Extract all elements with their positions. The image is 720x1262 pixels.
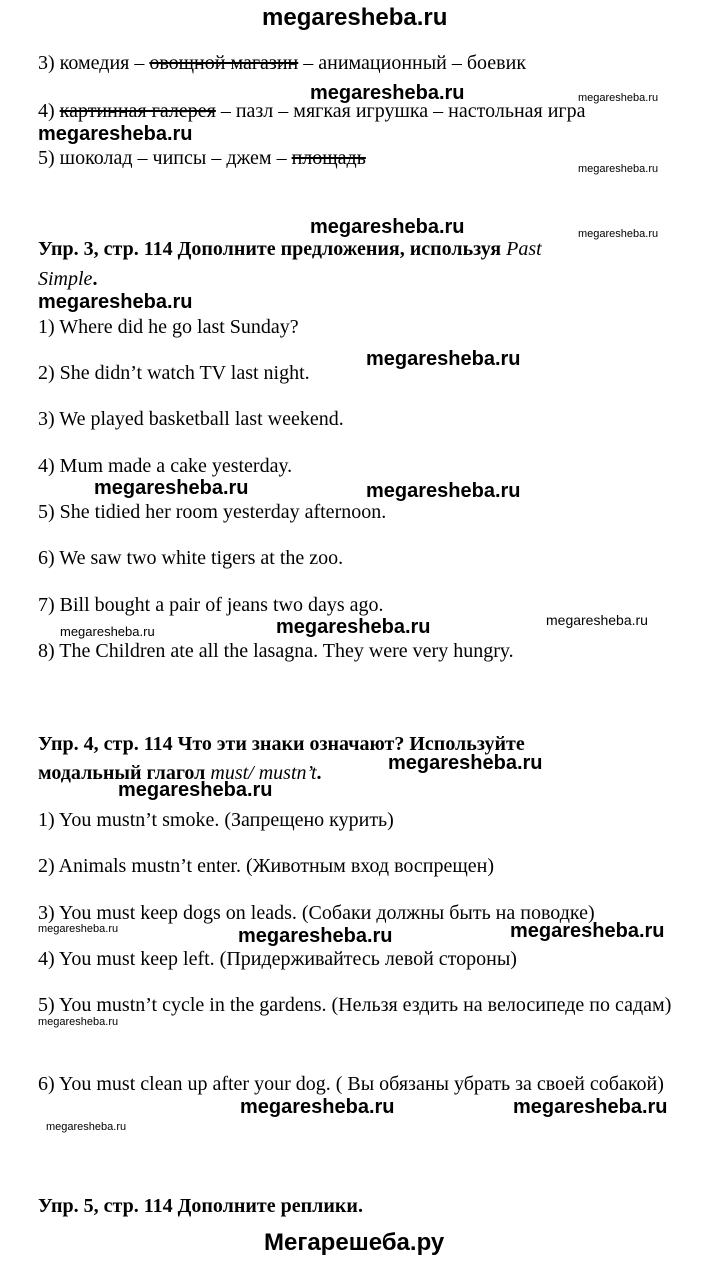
watermark: megaresheba.ru <box>94 477 249 499</box>
exercise-3-item: 7) Bill bought a pair of jeans two days ago. <box>38 594 384 616</box>
exercise-4-item: 2) Animals mustn’t enter. (Животным вход воспрещен) <box>38 855 494 877</box>
title-italic: Simple <box>38 268 93 290</box>
title-text: Упр. 3, стр. 114 Дополните предложения, используя <box>38 238 502 260</box>
watermark-small: megaresheba.ru <box>38 923 119 935</box>
exercise-5-title: Упр. 5, стр. 114 Дополните реплики. <box>38 1195 363 1217</box>
exercise-3-item: 3) We played basketball last weekend. <box>38 408 344 430</box>
title-italic: Past <box>506 238 542 260</box>
watermark: megaresheba.ru <box>38 291 193 313</box>
watermark-small: megaresheba.ru <box>46 1121 127 1133</box>
watermark-small: megaresheba.ru <box>38 1016 119 1028</box>
item-number: 4) <box>38 100 55 122</box>
watermark: megaresheba.ru <box>276 616 431 638</box>
watermark: megaresheba.ru <box>388 752 543 774</box>
item-text: комедия – <box>59 52 145 74</box>
watermark-bottom: Мегарешеба.ру <box>264 1229 445 1256</box>
watermark: megaresheba.ru <box>510 920 665 942</box>
watermark-small: megaresheba.ru <box>578 163 659 175</box>
exercise-3-item: 1) Where did he go last Sunday? <box>38 316 299 338</box>
struck-word: площадь <box>291 147 366 169</box>
item-text: – анимационный – боевик <box>303 52 527 74</box>
exercise-3-item: 5) She tidied her room yesterday afternoon. <box>38 501 387 523</box>
watermark: megaresheba.ru <box>240 1096 395 1118</box>
exercise-4-title: Упр. 4, стр. 114 Что эти знаки означают? Используйте <box>38 733 525 755</box>
struck-word: картинная галерея <box>59 100 216 122</box>
exercise-4-item: 5) You mustn’t cycle in the gardens. (Нельзя ездить на велосипеде по садам) <box>38 994 672 1016</box>
struck-word: овощной магазин <box>149 52 299 74</box>
exercise-3-item: 2) She didn’t watch TV last night. <box>38 362 310 384</box>
item-number: 3) <box>38 52 55 74</box>
exercise-3-item: 8) The Children ate all the lasagna. They were very hungry. <box>38 640 514 662</box>
exercise-4-item: 6) You must clean up after your dog. ( Вы обязаны убрать за своей собакой) <box>38 1073 664 1095</box>
title-end: . <box>316 762 322 784</box>
watermark-small: megaresheba.ru <box>578 92 659 104</box>
watermark: megaresheba.ru <box>238 925 393 947</box>
title-end: . <box>92 268 98 290</box>
item-text: – пазл – мягкая игрушка – настольная игра <box>220 100 586 122</box>
watermark: megaresheba.ru <box>118 779 273 801</box>
item-text: шоколад – чипсы – джем – <box>59 147 287 169</box>
watermark: megaresheba.ru <box>310 82 465 104</box>
watermark: megaresheba.ru <box>310 216 465 238</box>
watermark: megaresheba.ru <box>38 123 193 145</box>
prev-list-item-3 <box>38 51 526 75</box>
exercise-3-title-line2 <box>38 266 97 292</box>
exercise-4-item: 3) You must keep dogs on leads. (Собаки должны быть на поводке) <box>38 902 595 924</box>
watermark-top: megaresheba.ru <box>262 4 448 31</box>
exercise-3-title <box>38 236 542 262</box>
watermark-small: megaresheba.ru <box>60 624 155 639</box>
exercise-4-item: 4) You must keep left. (Придерживайтесь левой стороны) <box>38 948 517 970</box>
exercise-4-item: 1) You mustn’t smoke. (Запрещено курить) <box>38 809 394 831</box>
exercise-3-item: 6) We saw two white tigers at the zoo. <box>38 547 344 569</box>
watermark-small: megaresheba.ru <box>578 228 659 240</box>
watermark: megaresheba.ru <box>366 348 521 370</box>
prev-list-item-5 <box>38 146 366 170</box>
watermark: megaresheba.ru <box>513 1096 668 1118</box>
watermark-small: megaresheba.ru <box>546 612 648 628</box>
item-number: 5) <box>38 147 55 169</box>
title-text: модальный глагол <box>38 762 206 784</box>
prev-list-item-4 <box>38 99 586 123</box>
exercise-3-item: 4) Mum made a cake yesterday. <box>38 455 293 477</box>
title-italic: must/ mustn’t <box>210 762 317 784</box>
watermark: megaresheba.ru <box>366 480 521 502</box>
